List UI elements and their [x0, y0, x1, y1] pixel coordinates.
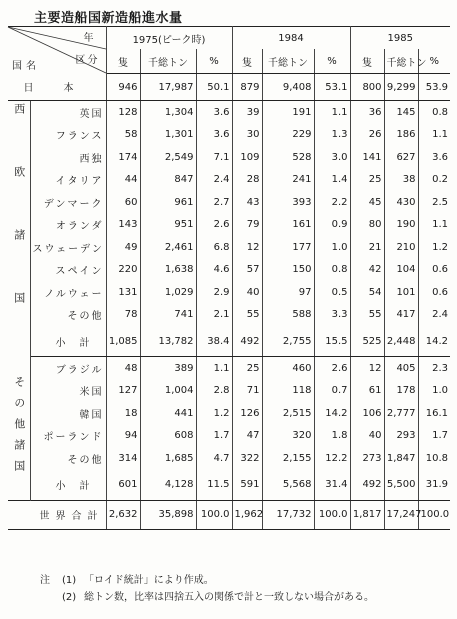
col-header-percent: %	[196, 49, 232, 74]
value-cell-percent: 3.6	[196, 124, 232, 147]
value-cell-percent: 100.0	[196, 500, 232, 529]
value-cell-percent: 12.2	[314, 447, 350, 470]
table-row	[8, 380, 450, 403]
value-cell-tonnage: 2,777	[384, 402, 418, 425]
value-cell-tonnage: 951	[140, 214, 196, 237]
value-cell-ships: 12	[350, 357, 384, 380]
col-header-percent: %	[418, 49, 450, 74]
value-cell-percent: 1.1	[432, 219, 449, 231]
value-cell-ships: 1,962	[232, 500, 262, 529]
value-cell-percent: 14.2	[418, 326, 450, 357]
value-cell-percent: 2.2	[314, 191, 350, 214]
value-cell-ships: 42	[350, 259, 384, 282]
value-cell-ships: 141	[350, 146, 384, 169]
value-cell-ships: 273	[350, 447, 384, 470]
footnotes	[40, 572, 374, 606]
country-name: イタリア	[30, 169, 106, 192]
value-cell-ships: 78	[106, 304, 140, 327]
table-row	[8, 191, 450, 214]
value-cell-percent: 2.6	[196, 214, 232, 237]
value-cell-ships: 525	[350, 326, 384, 357]
corner-category-label: 区分	[75, 55, 100, 66]
year-header: 1985	[350, 27, 450, 50]
value-cell-ships: 21	[350, 236, 384, 259]
value-cell-percent: 11.5	[196, 470, 232, 501]
value-cell-tonnage: 430	[384, 191, 418, 214]
value-cell-percent: 31.9	[418, 470, 450, 501]
value-cell-tonnage: 389	[140, 357, 196, 380]
value-cell-ships: 79	[232, 214, 262, 237]
value-cell-ships: 47	[232, 425, 262, 448]
value-cell-ships: 54	[350, 281, 384, 304]
country-name: 韓国	[30, 402, 106, 425]
value-cell-tonnage: 101	[384, 281, 418, 304]
value-cell-tonnage: 528	[262, 146, 314, 169]
value-cell-ships: 591	[232, 470, 262, 501]
value-cell-ships: 60	[106, 191, 140, 214]
value-cell-tonnage: 588	[262, 304, 314, 327]
value-cell-ships: 127	[106, 380, 140, 403]
value-cell-percent: 1.1	[432, 129, 449, 141]
value-cell-ships: 1,817	[350, 500, 384, 529]
value-cell-tonnage: 405	[384, 357, 418, 380]
table-row	[8, 425, 450, 448]
footnote-number: (1)	[62, 575, 77, 586]
value-cell-ships: 71	[232, 380, 262, 403]
col-header-ships: 隻	[232, 49, 262, 74]
country-name: その他	[30, 304, 106, 327]
value-cell-percent: 0.9	[314, 214, 350, 237]
value-cell-ships: 492	[350, 470, 384, 501]
value-cell-ships: 800	[350, 74, 384, 101]
value-cell-tonnage: 5,500	[384, 470, 418, 501]
value-cell-tonnage: 241	[262, 169, 314, 192]
value-cell-tonnage: 38	[384, 169, 418, 192]
footnote-label: 注	[40, 575, 50, 586]
document-title: 主要造船国新造船進水量	[34, 11, 183, 26]
corner-year-label: 年	[83, 33, 94, 44]
table-row	[8, 169, 450, 192]
value-cell-tonnage: 320	[262, 425, 314, 448]
value-cell-tonnage: 35,898	[140, 500, 196, 529]
value-cell-ships: 946	[106, 74, 140, 101]
value-cell-tonnage: 393	[262, 191, 314, 214]
value-cell-ships: 1,085	[106, 326, 140, 357]
country-name: オランダ	[30, 214, 106, 237]
value-cell-tonnage: 178	[384, 380, 418, 403]
value-cell-ships: 36	[350, 101, 384, 124]
country-name: ブラジル	[30, 357, 106, 380]
col-header-tonnage: 千総トン	[384, 49, 418, 74]
value-cell-ships: 49	[106, 236, 140, 259]
country-name: 西独	[30, 146, 106, 169]
value-cell-ships: 57	[232, 259, 262, 282]
table-row-world-total	[8, 500, 450, 529]
value-cell-ships: 48	[106, 357, 140, 380]
footnote-text: 総トン数，比率は四捨五入の関係で計と一致しない場合がある。	[84, 592, 374, 603]
value-cell-tonnage: 17,247	[384, 500, 418, 529]
col-header-percent: %	[314, 49, 350, 74]
value-cell-percent: 1.2	[196, 402, 232, 425]
table-row	[8, 146, 450, 169]
value-cell-percent: 0.6	[432, 264, 449, 276]
value-cell-tonnage: 161	[262, 214, 314, 237]
value-cell-tonnage: 417	[384, 304, 418, 327]
value-cell-ships: 2,632	[106, 500, 140, 529]
value-cell-percent: 2.3	[432, 362, 449, 374]
value-cell-tonnage: 145	[384, 101, 418, 124]
corner-country-label: 国名	[12, 61, 40, 72]
col-header-tonnage: 千総トン	[140, 49, 196, 74]
value-cell-percent: 1.0	[432, 385, 449, 397]
value-cell-percent: 10.8	[425, 452, 449, 464]
value-cell-percent: 3.3	[314, 304, 350, 327]
country-name: その他	[30, 447, 106, 470]
value-cell-ships: 174	[106, 146, 140, 169]
value-cell-tonnage: 741	[140, 304, 196, 327]
value-cell-percent: 1.7	[432, 430, 449, 442]
value-cell-tonnage: 2,755	[262, 326, 314, 357]
value-cell-tonnage: 210	[384, 236, 418, 259]
footnote	[40, 572, 374, 589]
value-cell-ships: 40	[350, 425, 384, 448]
col-header-ships: 隻	[350, 49, 384, 74]
footnote-text: 「ロイド統計」により作成。	[84, 575, 214, 586]
shipbuilding-table	[8, 26, 450, 530]
col-header-tonnage: 千総トン	[262, 49, 314, 74]
value-cell-percent: 2.5	[432, 196, 449, 208]
value-cell-tonnage: 1,685	[140, 447, 196, 470]
value-cell-percent: 0.7	[314, 380, 350, 403]
value-cell-percent: 14.2	[314, 402, 350, 425]
value-cell-ships: 492	[232, 326, 262, 357]
value-cell-ships: 44	[106, 169, 140, 192]
value-cell-percent: 4.6	[196, 259, 232, 282]
table-row	[8, 447, 450, 470]
world-total-label: 世界合計	[8, 500, 106, 529]
table-corner-header	[8, 27, 106, 74]
table-row	[8, 101, 450, 124]
country-name: 米国	[30, 380, 106, 403]
table-row-japan	[8, 74, 450, 101]
value-cell-ships: 39	[232, 101, 262, 124]
value-cell-ships: 28	[232, 169, 262, 192]
group-label	[8, 357, 30, 501]
value-cell-ships: 30	[232, 124, 262, 147]
value-cell-ships: 879	[232, 74, 262, 101]
value-cell-tonnage: 293	[384, 425, 418, 448]
group-label-text: 西欧諸国	[12, 102, 26, 355]
value-cell-tonnage: 9,408	[262, 74, 314, 101]
value-cell-tonnage: 1,638	[140, 259, 196, 282]
country-name: スペイン	[30, 259, 106, 282]
value-cell-percent: 1.1	[314, 101, 350, 124]
year-header: 1984	[232, 27, 350, 50]
country-name: ノルウェー	[30, 281, 106, 304]
value-cell-percent: 2.9	[196, 281, 232, 304]
col-header-ships: 隻	[106, 49, 140, 74]
value-cell-tonnage: 17,732	[262, 500, 314, 529]
value-cell-tonnage: 229	[262, 124, 314, 147]
value-cell-percent: 31.4	[314, 470, 350, 501]
value-cell-tonnage: 2,515	[262, 402, 314, 425]
table-row	[8, 357, 450, 380]
value-cell-percent: 53.9	[418, 74, 450, 101]
value-cell-percent: 1.4	[314, 169, 350, 192]
value-cell-percent: 2.6	[314, 357, 350, 380]
value-cell-percent: 16.1	[425, 407, 449, 419]
value-cell-tonnage: 2,461	[140, 236, 196, 259]
value-cell-ships: 220	[106, 259, 140, 282]
value-cell-tonnage: 2,448	[384, 326, 418, 357]
value-cell-ships: 80	[350, 214, 384, 237]
value-cell-percent: 6.8	[196, 236, 232, 259]
table-row-subtotal	[8, 326, 450, 357]
value-cell-ships: 128	[106, 101, 140, 124]
table-row	[8, 124, 450, 147]
value-cell-ships: 26	[350, 124, 384, 147]
table-row-subtotal	[8, 470, 450, 501]
value-cell-percent: 3.6	[196, 101, 232, 124]
value-cell-percent: 2.8	[196, 380, 232, 403]
value-cell-percent: 1.3	[314, 124, 350, 147]
value-cell-percent: 1.7	[196, 425, 232, 448]
value-cell-ships: 314	[106, 447, 140, 470]
value-cell-tonnage: 186	[384, 124, 418, 147]
country-name: 日本	[8, 74, 106, 101]
value-cell-percent: 3.6	[432, 151, 449, 163]
value-cell-percent: 0.8	[314, 259, 350, 282]
value-cell-ships: 45	[350, 191, 384, 214]
value-cell-percent: 2.4	[196, 169, 232, 192]
value-cell-percent: 0.2	[432, 174, 449, 186]
country-name: 英国	[30, 101, 106, 124]
value-cell-ships: 55	[232, 304, 262, 327]
value-cell-tonnage: 608	[140, 425, 196, 448]
table-row	[8, 259, 450, 282]
table-row	[8, 304, 450, 327]
value-cell-percent: 0.8	[432, 106, 449, 118]
subtotal-label: 小計	[30, 470, 106, 501]
value-cell-tonnage: 1,847	[384, 447, 418, 470]
value-cell-tonnage: 1,029	[140, 281, 196, 304]
value-cell-ships: 109	[232, 146, 262, 169]
value-cell-percent: 38.4	[196, 326, 232, 357]
country-name: フランス	[30, 124, 106, 147]
value-cell-ships: 94	[106, 425, 140, 448]
value-cell-percent: 2.4	[432, 309, 449, 321]
footnote-number: (2)	[62, 592, 77, 603]
value-cell-ships: 55	[350, 304, 384, 327]
value-cell-tonnage: 847	[140, 169, 196, 192]
footnote	[40, 589, 374, 606]
table-row	[8, 281, 450, 304]
value-cell-percent: 50.1	[196, 74, 232, 101]
value-cell-percent: 3.0	[314, 146, 350, 169]
value-cell-tonnage: 1,304	[140, 101, 196, 124]
value-cell-percent: 2.7	[196, 191, 232, 214]
value-cell-tonnage: 13,782	[140, 326, 196, 357]
value-cell-tonnage: 17,987	[140, 74, 196, 101]
subtotal-label: 小計	[30, 326, 106, 357]
value-cell-tonnage: 104	[384, 259, 418, 282]
value-cell-percent: 7.1	[196, 146, 232, 169]
value-cell-tonnage: 191	[262, 101, 314, 124]
value-cell-percent: 2.1	[196, 304, 232, 327]
value-cell-tonnage: 1,004	[140, 380, 196, 403]
value-cell-percent: 1.8	[314, 425, 350, 448]
value-cell-ships: 12	[232, 236, 262, 259]
value-cell-tonnage: 4,128	[140, 470, 196, 501]
value-cell-tonnage: 460	[262, 357, 314, 380]
value-cell-ships: 58	[106, 124, 140, 147]
country-name: デンマーク	[30, 191, 106, 214]
value-cell-percent: 1.2	[432, 241, 449, 253]
value-cell-tonnage: 5,568	[262, 470, 314, 501]
table-row	[8, 402, 450, 425]
value-cell-percent: 0.6	[432, 286, 449, 298]
country-name: ポーランド	[30, 425, 106, 448]
value-cell-tonnage: 9,299	[384, 74, 418, 101]
value-cell-tonnage: 441	[140, 402, 196, 425]
value-cell-percent: 100.0	[418, 500, 450, 529]
value-cell-tonnage: 627	[384, 146, 418, 169]
group-label-text: その他諸国	[12, 375, 26, 481]
value-cell-tonnage: 2,155	[262, 447, 314, 470]
value-cell-tonnage: 961	[140, 191, 196, 214]
value-cell-ships: 18	[106, 402, 140, 425]
value-cell-ships: 43	[232, 191, 262, 214]
group-label	[8, 101, 30, 357]
value-cell-ships: 131	[106, 281, 140, 304]
value-cell-ships: 25	[232, 357, 262, 380]
value-cell-tonnage: 97	[262, 281, 314, 304]
year-header: 1975(ピーク時)	[106, 27, 232, 50]
value-cell-tonnage: 2,549	[140, 146, 196, 169]
value-cell-percent: 1.1	[196, 357, 232, 380]
value-cell-tonnage: 1,301	[140, 124, 196, 147]
value-cell-percent: 4.7	[196, 447, 232, 470]
value-cell-percent: 53.1	[314, 74, 350, 101]
country-name: スウェーデン	[30, 236, 106, 259]
value-cell-percent: 15.5	[314, 326, 350, 357]
value-cell-ships: 322	[232, 447, 262, 470]
value-cell-tonnage: 150	[262, 259, 314, 282]
value-cell-ships: 40	[232, 281, 262, 304]
value-cell-tonnage: 177	[262, 236, 314, 259]
value-cell-tonnage: 190	[384, 214, 418, 237]
value-cell-percent: 0.5	[314, 281, 350, 304]
value-cell-ships: 126	[232, 402, 262, 425]
value-cell-ships: 25	[350, 169, 384, 192]
table-row	[8, 214, 450, 237]
value-cell-percent: 100.0	[314, 500, 350, 529]
value-cell-ships: 143	[106, 214, 140, 237]
value-cell-ships: 106	[350, 402, 384, 425]
table-row	[8, 236, 450, 259]
value-cell-ships: 61	[350, 380, 384, 403]
value-cell-ships: 601	[106, 470, 140, 501]
value-cell-tonnage: 118	[262, 380, 314, 403]
value-cell-percent: 1.0	[314, 236, 350, 259]
